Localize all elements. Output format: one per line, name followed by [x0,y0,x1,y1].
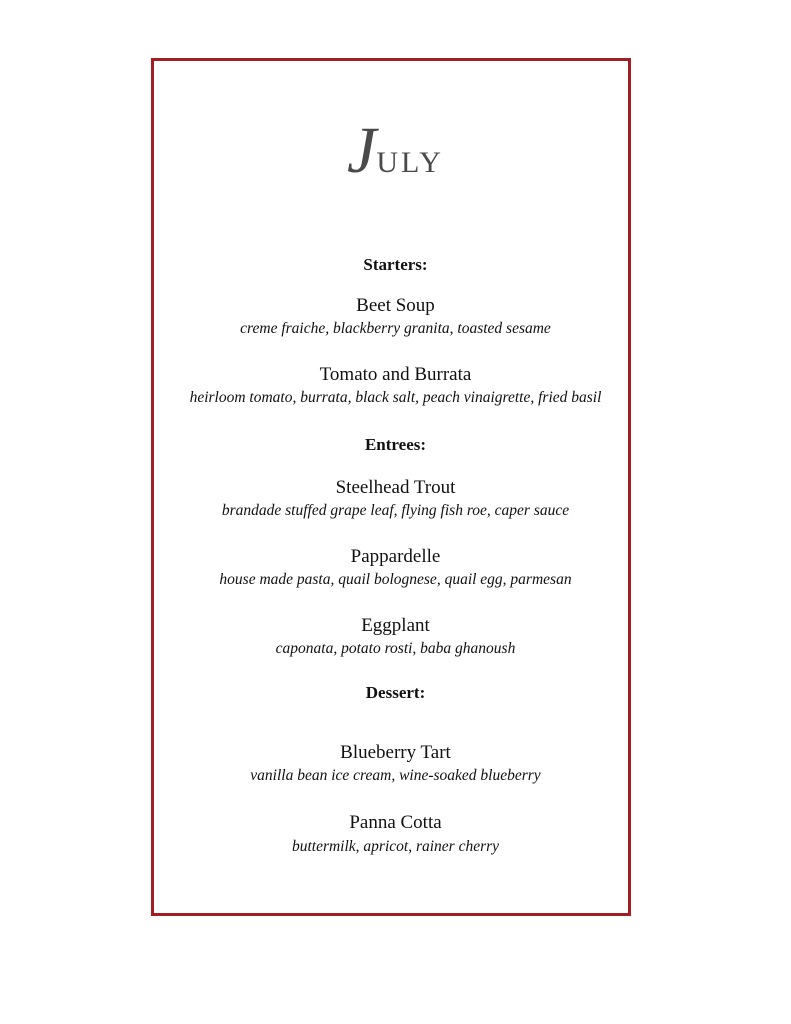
dish-name-beet-soup: Beet Soup [356,295,435,316]
dish-description-beet-soup: creme fraiche, blackberry granita, toasted sesame [240,320,551,337]
dish-name-tomato-burrata: Tomato and Burrata [319,364,472,385]
dish-description-steelhead-trout: brandade stuffed grape leaf, flying fish roe, caper sauce [221,502,570,519]
section-heading-dessert: Dessert: [365,683,426,702]
menu-title-initial: J [347,114,377,187]
dish-name-blueberry-tart: Blueberry Tart [340,742,451,763]
dish-name-eggplant: Eggplant [361,615,430,636]
dish-description-panna-cotta: buttermilk, apricot, rainer cherry [291,838,500,855]
dish-description-blueberry-tart: vanilla bean ice cream, wine-soaked blueberry [250,767,541,784]
dish-description-eggplant: caponata, potato rosti, baba ghanoush [275,640,516,657]
dish-description-pappardelle: house made pasta, quail bolognese, quail egg, parmesan [219,571,572,588]
section-heading-starters: Starters: [363,255,428,274]
dish-name-panna-cotta: Panna Cotta [349,812,442,833]
menu-title [0,114,791,187]
dish-description-tomato-burrata: heirloom tomato, burrata, black salt, peach vinaigrette, fried basil [189,389,602,406]
dish-name-pappardelle: Pappardelle [350,546,441,567]
dish-name-steelhead-trout: Steelhead Trout [335,477,456,498]
section-heading-entrees: Entrees: [364,435,427,454]
menu-title-rest: ULY [376,146,444,179]
